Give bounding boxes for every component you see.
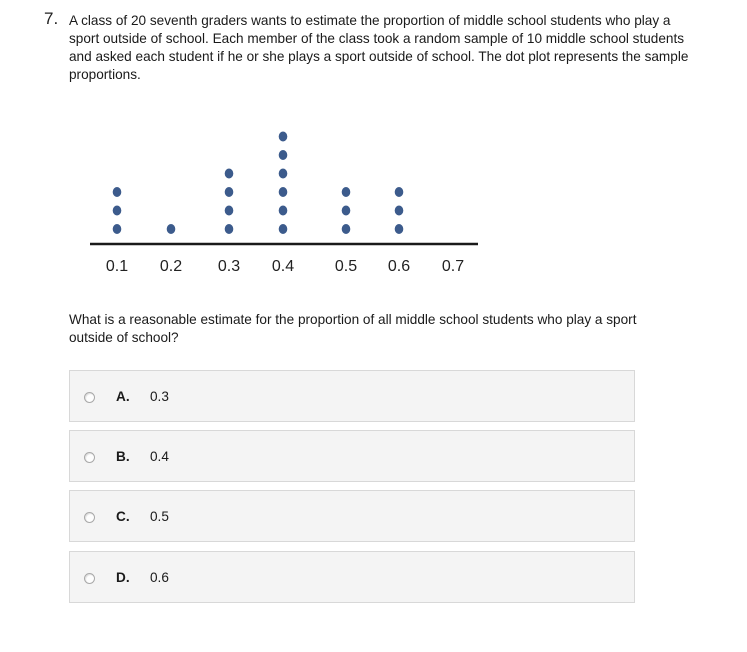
data-dot	[395, 206, 404, 216]
question-prompt: What is a reasonable estimate for the proportion of all middle school students who play a sport outside of school?	[69, 312, 637, 345]
data-dot	[113, 206, 122, 216]
radio-button[interactable]	[84, 573, 95, 584]
data-dot	[225, 187, 234, 197]
x-tick-label: 0.7	[441, 258, 465, 275]
data-dot	[279, 224, 288, 234]
data-dot	[113, 224, 122, 234]
data-dot	[279, 150, 288, 160]
choice-letter: C.	[116, 509, 130, 524]
choice-value: 0.5	[150, 509, 169, 524]
x-tick-label: 0.4	[271, 258, 295, 275]
data-dot	[342, 206, 351, 216]
data-dot	[279, 206, 288, 216]
data-dot	[225, 224, 234, 234]
choice-b[interactable]	[69, 430, 635, 482]
data-dot	[279, 169, 288, 179]
x-tick-label: 0.1	[105, 258, 129, 275]
choice-letter: B.	[116, 449, 130, 464]
data-dot	[279, 132, 288, 142]
data-dot	[279, 187, 288, 197]
choice-value: 0.4	[150, 449, 169, 464]
data-dot	[342, 187, 351, 197]
question-stem: A class of 20 seventh graders wants to estimate the proportion of middle school students who play a sport outside of school. Each member of the class took a random sample of 10 middle school students and asked each student if he or she plays a sport outside of school. The dot plot represents the sample proportions.	[69, 13, 689, 82]
choice-a[interactable]	[69, 370, 635, 422]
radio-button[interactable]	[84, 392, 95, 403]
radio-button[interactable]	[84, 512, 95, 523]
choice-letter: D.	[116, 570, 130, 585]
x-tick-label: 0.6	[387, 258, 411, 275]
choice-c[interactable]	[69, 490, 635, 542]
data-dot	[395, 187, 404, 197]
data-dot	[342, 224, 351, 234]
data-dot	[395, 224, 404, 234]
dot-plot	[0, 0, 747, 300]
data-dot	[225, 169, 234, 179]
choice-value: 0.3	[150, 389, 169, 404]
data-dot	[167, 224, 176, 234]
x-tick-label: 0.5	[334, 258, 358, 275]
x-tick-label: 0.3	[217, 258, 241, 275]
choice-d[interactable]	[69, 551, 635, 603]
data-dot	[225, 206, 234, 216]
x-tick-label: 0.2	[159, 258, 183, 275]
choice-letter: A.	[116, 389, 130, 404]
choice-value: 0.6	[150, 570, 169, 585]
question-number: 7.	[44, 9, 59, 28]
radio-button[interactable]	[84, 452, 95, 463]
data-dot	[113, 187, 122, 197]
